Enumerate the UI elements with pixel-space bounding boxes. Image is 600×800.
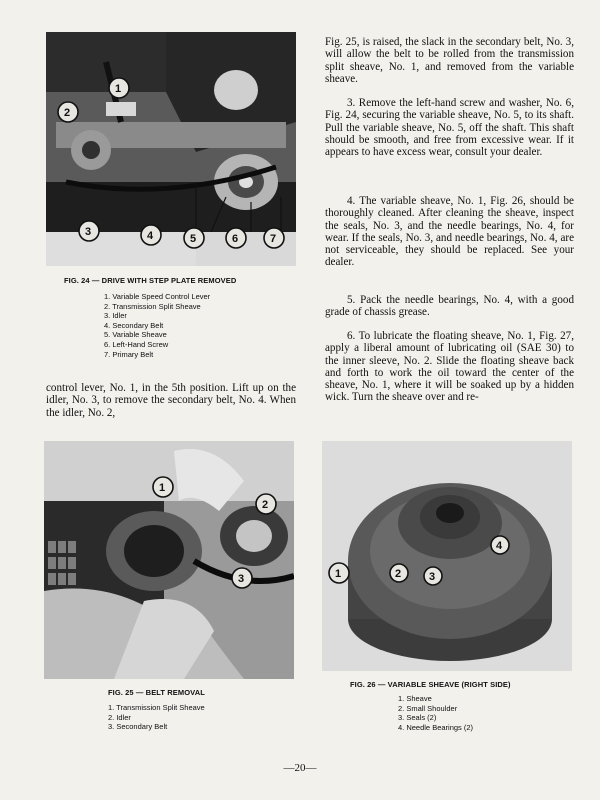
legend-item: 1. Variable Speed Control Lever	[104, 292, 211, 301]
legend-item: 3. Idler	[104, 311, 127, 321]
fig24-callout: 4	[147, 230, 154, 242]
fig24-callout: 1	[115, 83, 122, 95]
legend-item: 4. Needle Bearings (2)	[398, 722, 474, 732]
fig24-title: FIG. 24 — DRIVE WITH STEP PLATE REMOVED	[64, 276, 237, 285]
legend-item: 1. Transmission Split Sheave	[108, 703, 205, 712]
fig26-photo	[322, 441, 572, 671]
fig24-callout: 7	[270, 233, 277, 245]
body-paragraph: 4. The variable sheave, No. 1, Fig. 26, should be thoroughly cleaned. After cleaning the sheave, inspect the seals, No. 3, and the needle bearings, No. 4, for wear. If the seals, No. 3, and needle bearings, No. 4, are not serviceable, they should be replaced. See your dealer.	[325, 195, 574, 269]
fig26-title: FIG. 26 — VARIABLE SHEAVE (RIGHT SIDE)	[350, 680, 511, 689]
body-left-paragraph: control lever, No. 1, in the 5th position. Lift up on the idler, No. 3, to remove the secondary belt, No. 4. When the idler, No. 2,	[46, 382, 296, 419]
legend-item: 3. Secondary Belt	[108, 722, 168, 732]
fig24-callout: 6	[232, 233, 239, 245]
legend-item: 6. Left-Hand Screw	[104, 339, 169, 349]
fig24-callout: 2	[64, 107, 71, 119]
fig25-title: FIG. 25 — BELT REMOVAL	[108, 688, 205, 697]
legend-item: 7. Primary Belt	[104, 349, 154, 359]
fig26-legend	[398, 694, 473, 732]
legend-item: 5. Variable Sheave	[104, 330, 167, 340]
fig24-callout: 5	[190, 233, 197, 245]
fig26-callout: 1	[335, 568, 342, 580]
legend-item: 3. Seals (2)	[398, 713, 437, 723]
fig25-photo	[44, 441, 294, 679]
fig25-callout: 3	[238, 573, 245, 585]
fig26-callout: 4	[496, 540, 503, 552]
fig25-legend	[108, 703, 205, 732]
fig24-callout: 3	[85, 226, 92, 238]
legend-item: 4. Secondary Belt	[104, 320, 164, 330]
legend-item: 2. Idler	[108, 712, 131, 722]
body-paragraph: 3. Remove the left-hand screw and washer, No. 6, Fig. 24, securing the variable sheave, No. 5, to its shaft. Pull the variable sheave, No. 5, off the shaft. This shaft should be smooth, and free from excessive wear. If it appears to have excess wear, consult your dealer.	[325, 97, 574, 159]
body-paragraph: Fig. 25, is raised, the slack in the secondary belt, No. 3, will allow the belt to be rolled from the transmission split sheave, No. 1, and removed from the variable sheave.	[325, 36, 574, 85]
fig25-callout: 2	[262, 499, 269, 511]
fig25-callout: 1	[159, 482, 166, 494]
body-paragraph: 6. To lubricate the floating sheave, No. 1, Fig. 27, apply a liberal amount of lubricating oil (SAE 30) to the inner sleeve, No. 2. Slide the floating sheave back and forth to work the oil toward the center of the sheave, No. 1, where it will be soaked up by a hidden wick. Turn the sheave over and re-	[325, 330, 574, 404]
legend-item: 2. Transmission Split Sheave	[104, 301, 201, 311]
fig24-legend	[104, 292, 210, 359]
page-number: —20—	[283, 762, 317, 774]
fig24-photo	[46, 32, 296, 266]
body-paragraph: 5. Pack the needle bearings, No. 4, with a good grade of chassis grease.	[325, 294, 574, 319]
legend-item: 2. Small Shoulder	[398, 703, 458, 713]
fig26-callout: 2	[395, 568, 402, 580]
legend-item: 1. Sheave	[398, 694, 432, 703]
fig26-callout: 3	[429, 571, 436, 583]
